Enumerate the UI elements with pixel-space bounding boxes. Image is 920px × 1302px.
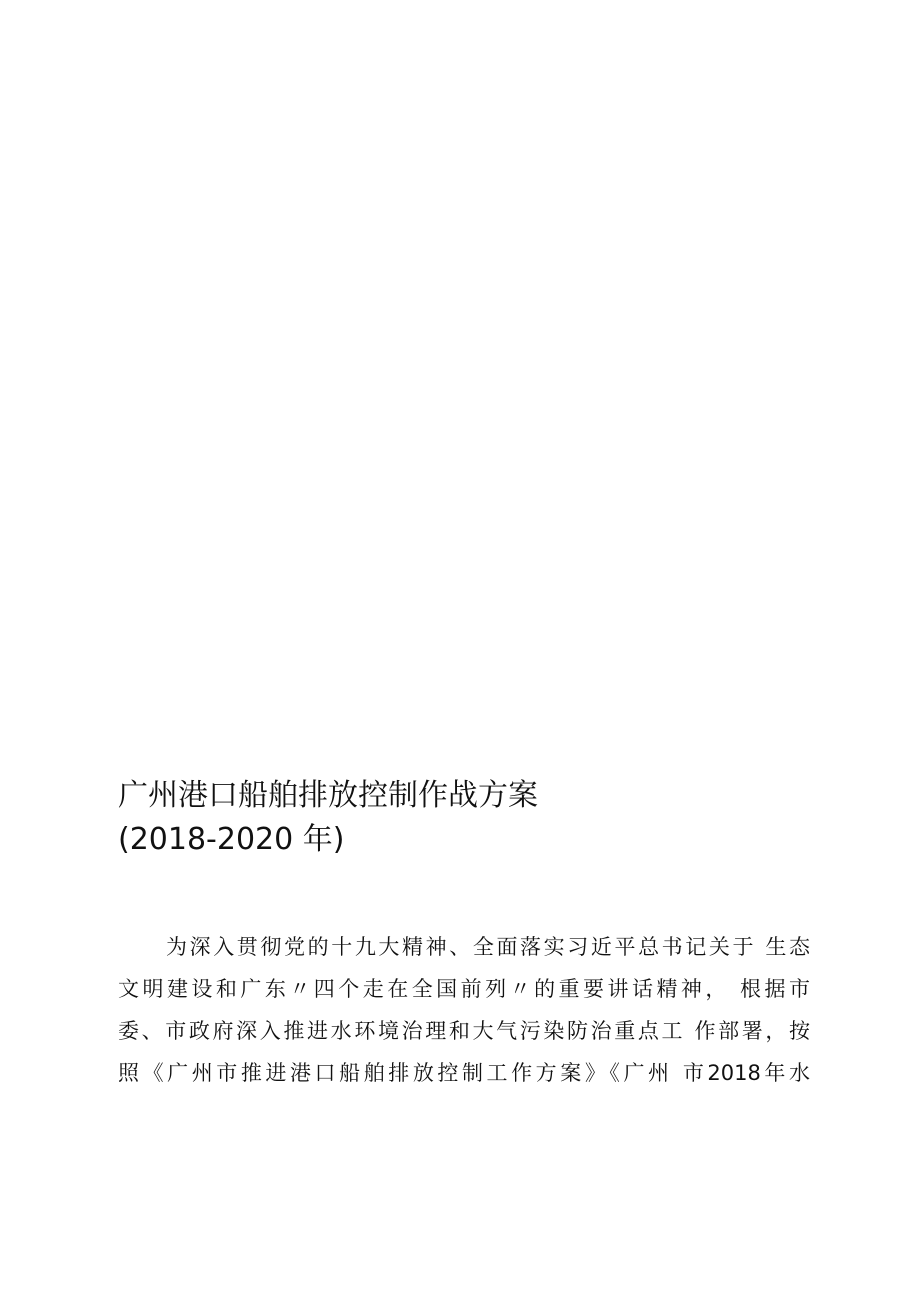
document-title <box>118 774 818 862</box>
body-line-4: 照《广州市推进港口船舶排放控制工作方案》《广州 市2018年水 <box>118 1061 810 1085</box>
body-line-1: 为深入贯彻党的十九大精神、全面落实习近平总书记关于 生态 <box>166 935 810 959</box>
body-line-3: 委、市政府深入推进水环境治理和大气污染防治重点工 作部署，按 <box>118 1019 810 1043</box>
title-line-years: (2018-2020 年) <box>118 822 345 857</box>
body-line-2: 文明建设和广东〃四个走在全国前列〃的重要讲话精神， 根据市 <box>118 977 810 1001</box>
title-line-main: 广州港口船舶排放控制作战方案 <box>118 778 538 813</box>
body-paragraph <box>118 926 810 1094</box>
